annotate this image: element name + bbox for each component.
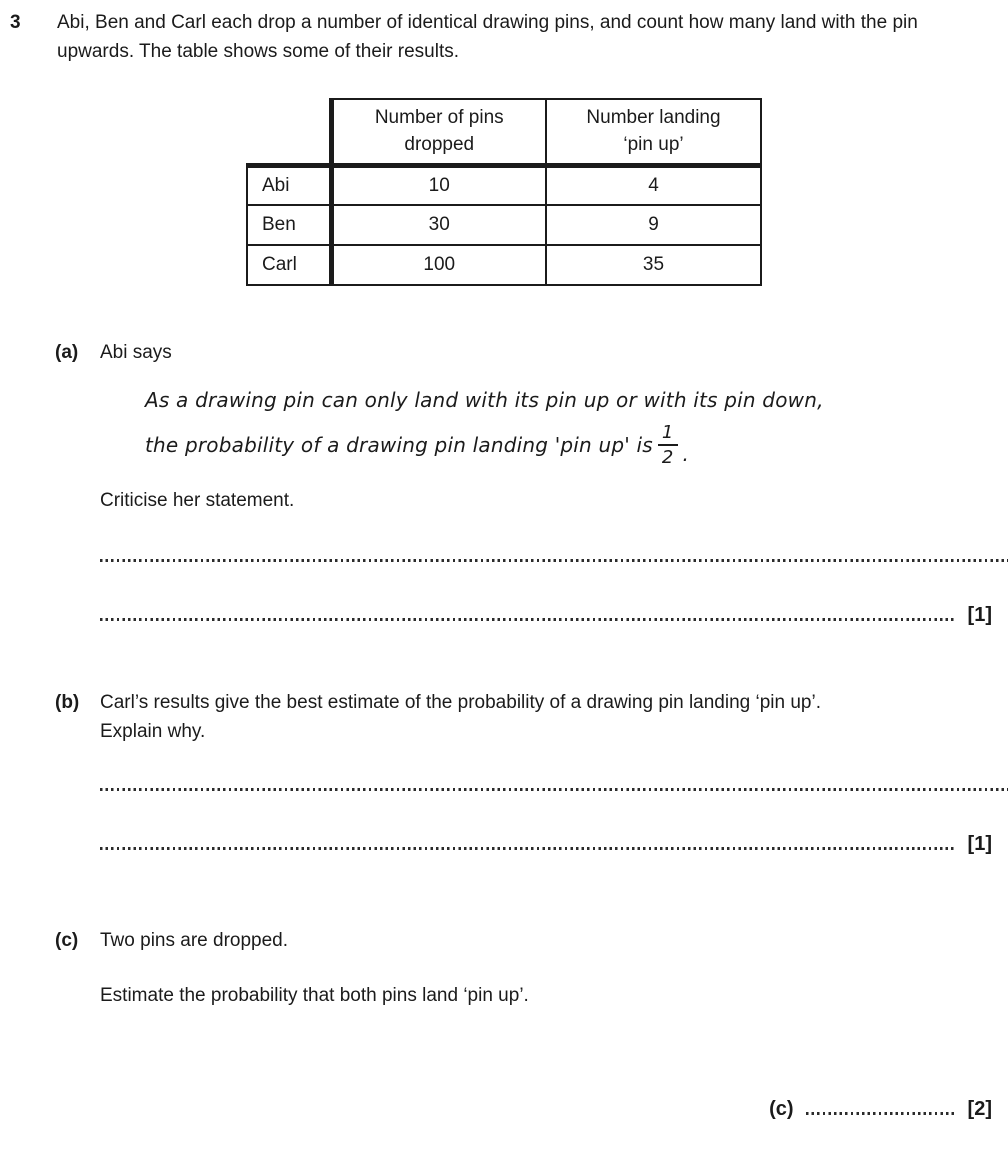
cell-pins-dropped: 30 — [331, 205, 546, 245]
column-header-pins-dropped — [331, 99, 546, 165]
cell-pins-dropped: 10 — [331, 165, 546, 205]
quote-line-1: As a drawing pin can only land with its pin up or with its pin down, — [145, 388, 824, 412]
answer-line — [100, 618, 957, 621]
part-c-label: (c) — [55, 930, 79, 951]
part-c — [55, 926, 288, 955]
part-b — [55, 688, 821, 746]
row-label: Carl — [247, 245, 331, 285]
answer-line — [806, 1112, 956, 1115]
marks-badge-a: [1] — [967, 604, 992, 626]
results-table — [246, 98, 762, 286]
cell-pins-dropped: 100 — [331, 245, 546, 285]
answer-line — [100, 847, 957, 850]
header-line: dropped — [404, 134, 475, 156]
part-b-text — [100, 688, 821, 746]
marks-badge-b: [1] — [967, 833, 992, 855]
answer-line-with-marks — [100, 601, 992, 627]
part-a-label: (a) — [55, 342, 79, 363]
quote-line-2-text: the probability of a drawing pin landing 'pin up' is — [145, 433, 653, 457]
question-intro — [10, 8, 995, 66]
fraction-one-half — [658, 422, 678, 468]
row-label: Ben — [247, 205, 331, 245]
question-number: 3 — [10, 12, 21, 33]
cell-pin-up: 4 — [546, 165, 761, 205]
answer-line — [100, 788, 1008, 791]
quote-end-punctuation: . — [682, 442, 690, 466]
table-header-row — [247, 99, 761, 165]
table-row-carl — [247, 245, 761, 285]
table-row-abi — [247, 165, 761, 205]
header-line: ‘pin up’ — [623, 134, 684, 156]
fraction-numerator: 1 — [658, 422, 678, 446]
part-a-instruction: Criticise her statement. — [100, 490, 295, 511]
cell-pin-up: 35 — [546, 245, 761, 285]
answer-line — [100, 559, 1008, 562]
abi-statement-quote — [145, 386, 824, 468]
part-b-line-1: Carl’s results give the best estimate of the probability of a drawing pin landing ‘pin up’. — [100, 692, 821, 713]
answer-line-with-marks — [100, 830, 992, 856]
part-b-line-2: Explain why. — [100, 721, 206, 742]
row-label: Abi — [247, 165, 331, 205]
table-row-ben — [247, 205, 761, 245]
part-c-answer-slot — [769, 1097, 992, 1121]
header-line: Number of pins — [374, 107, 504, 129]
table-corner-cell — [247, 99, 331, 165]
part-b-label: (b) — [55, 692, 80, 713]
marks-badge-c: [2] — [967, 1098, 992, 1120]
part-c-line-2: Estimate the probability that both pins land ‘pin up’. — [100, 985, 529, 1006]
answer-slot-label: (c) — [769, 1098, 794, 1120]
column-header-pin-up — [546, 99, 761, 165]
part-a-lead — [55, 338, 172, 367]
part-a-lead-text: Abi says — [100, 342, 172, 363]
question-intro-text: Abi, Ben and Carl each drop a number of identical drawing pins, and count how many land with the pin upwards. The table shows some of their results. — [57, 12, 918, 62]
quote-line-2 — [145, 422, 824, 468]
cell-pin-up: 9 — [546, 205, 761, 245]
fraction-denominator: 2 — [661, 447, 674, 468]
part-c-line-1: Two pins are dropped. — [100, 930, 289, 951]
header-line: Number landing — [586, 107, 721, 129]
